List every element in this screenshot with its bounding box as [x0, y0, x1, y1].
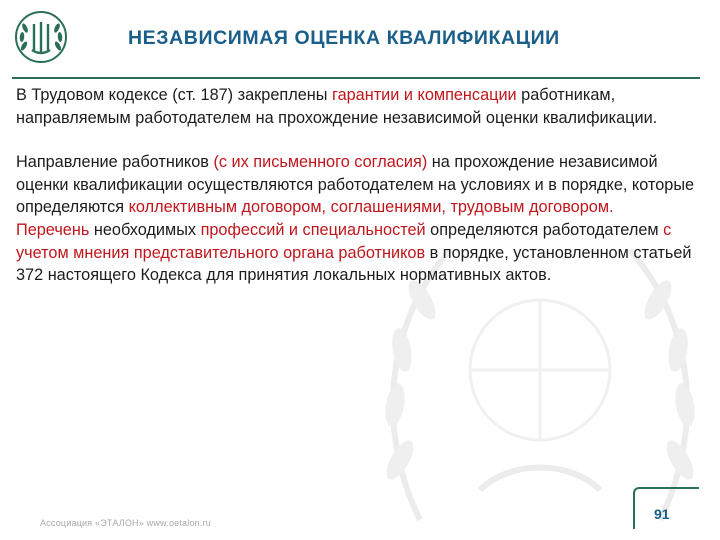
paragraph-list [16, 219, 702, 287]
text-run: определяются работодателем [425, 220, 664, 239]
text-run: на прохождение независимой оценки квалификации осуществляются работодателем на условиях и в порядке, которые определяются [16, 153, 695, 217]
highlight-run: с учетом мнения представительного органа работников [16, 220, 672, 262]
text-run: В Трудовом кодексе (ст. 187) закреплены [16, 86, 332, 104]
highlight-run: гарантии и компенсации [331, 86, 517, 104]
page-number: 91 [654, 506, 670, 522]
footer-association-text: Ассоциация «ЭТАЛОН» www.oetalon.ru [40, 518, 211, 528]
wreath-emblem-icon [14, 10, 68, 64]
text-run: необходимых [89, 220, 201, 239]
highlight-run: профессий и специальностей [200, 220, 426, 239]
paragraph-gap [16, 129, 702, 151]
highlight-run: Перечень [16, 220, 90, 239]
text-run: в порядке, установленном статьей 372 настоящего Кодекса для принятия локальных нормативных актов. [16, 243, 692, 285]
paragraph-guarantees [16, 84, 702, 129]
text-run: Направление работников [16, 153, 214, 172]
highlight-run: (с их письменного согласия) [213, 153, 428, 172]
body-text [16, 84, 702, 287]
slide-title: НЕЗАВИСИМАЯ ОЦЕНКА КВАЛИФИКАЦИИ [128, 27, 560, 49]
highlight-run: коллективным договором, соглашениями, трудовым договором. [128, 198, 614, 217]
text-run: работникам, направляемым работодателем на прохождение независимой оценки квалификации. [16, 86, 658, 127]
header-divider [12, 77, 700, 79]
paragraph-direction [16, 151, 702, 219]
